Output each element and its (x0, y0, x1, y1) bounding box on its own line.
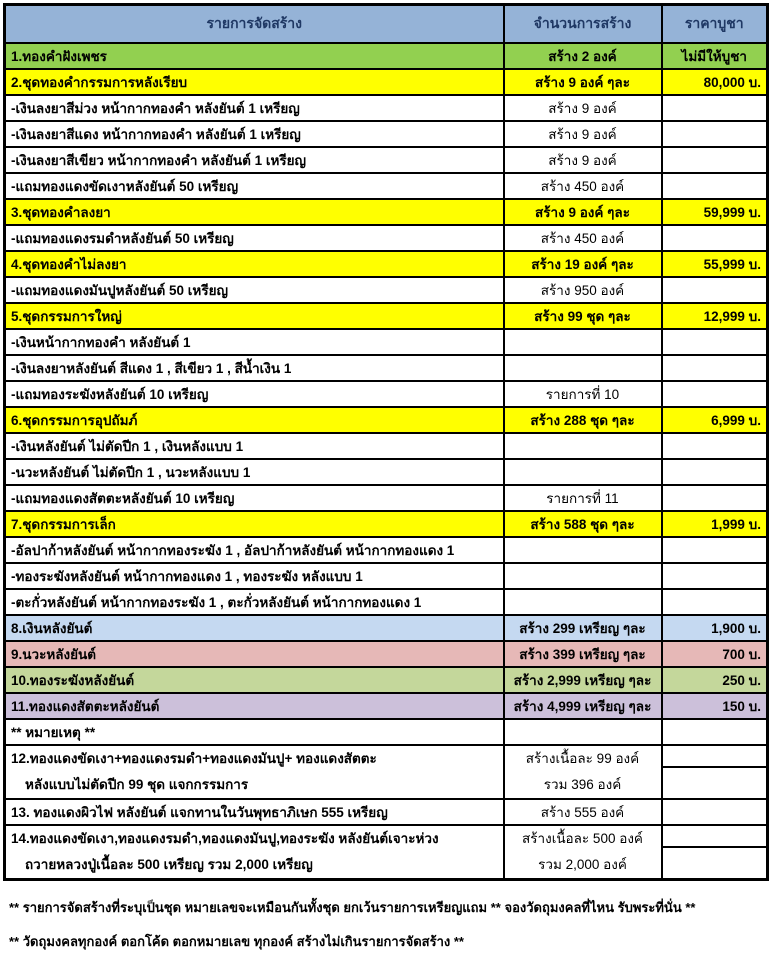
price-cell (662, 433, 768, 459)
item-cell: -แถมทองแดงสัตตะหลังยันต์ 10 เหรียญ (5, 485, 504, 511)
price-cell: ไม่มีให้บูชา (662, 43, 768, 69)
table-row (5, 95, 768, 121)
price-cell (662, 355, 768, 381)
qty-cell: รายการที่ 11 (504, 485, 662, 511)
table-row (5, 433, 768, 459)
item-cell: 8.เงินหลังยันต์ (5, 615, 504, 641)
qty-cell: สร้าง 9 องค์ (504, 147, 662, 173)
item-cell: -เงินลงยาสีเขียว หน้ากากทองคำ หลังยันต์ 1 เหรียญ (5, 147, 504, 173)
table-row (5, 69, 768, 95)
header-price-column: ราคาบูชา (662, 5, 768, 44)
table-row (5, 459, 768, 485)
item-cell: 3.ชุดทองคำลงยา (5, 199, 504, 225)
table-row (5, 589, 768, 615)
footnote-line: ** รายการจัดสร้างที่ระบุเป็นชุด หมายเลขจะเหมือนกันทั้งชุด ยกเว้นรายการเหรียญแถม ** จองวัดถุมงคลที่ไหน รับพระที่นั่น ** (9, 900, 696, 915)
amulet-creation-table (3, 3, 769, 881)
qty-cell (504, 563, 662, 589)
qty-line-2: รวม 396 องค์ (543, 777, 622, 792)
item-cell: 7.ชุดกรรมการเล็ก (5, 511, 504, 537)
header-item-column: รายการจัดสร้าง (5, 5, 504, 44)
item-cell: 9.นวะหลังยันต์ (5, 641, 504, 667)
item-cell: -เงินลงยาสีม่วง หน้ากากทองคำ หลังยันต์ 1 เหรียญ (5, 95, 504, 121)
item-cell (5, 825, 504, 880)
item-line-2: ถวายหลวงปู่เนื้อละ 500 เหรียญ รวม 2,000 เหรียญ (25, 857, 313, 872)
qty-cell: สร้าง 450 องค์ (504, 173, 662, 199)
price-cell (662, 459, 768, 485)
item-line-1: 14.ทองแดงขัดเงา,ทองแดงรมดำ,ทองแดงมันปู,ทองระฆัง หลังยันต์เจาะห่วง (11, 831, 439, 846)
qty-cell: สร้าง 588 ชุด ๆละ (504, 511, 662, 537)
price-cell: 1,900 บ. (662, 615, 768, 641)
price-cell: 59,999 บ. (662, 199, 768, 225)
price-cell (662, 225, 768, 251)
qty-cell (504, 329, 662, 355)
qty-cell: สร้าง 19 องค์ ๆละ (504, 251, 662, 277)
table-row (5, 641, 768, 667)
price-cell: 12,999 บ. (662, 303, 768, 329)
qty-cell (504, 459, 662, 485)
item-cell: -ทองระฆังหลังยันต์ หน้ากากทองแดง 1 , ทองระฆัง หลังแบบ 1 (5, 563, 504, 589)
price-cell (662, 121, 768, 147)
table-row (5, 199, 768, 225)
item-cell: -เงินลงยาสีแดง หน้ากากทองคำ หลังยันต์ 1 เหรียญ (5, 121, 504, 147)
table-row (5, 745, 768, 799)
qty-cell (504, 745, 662, 799)
qty-cell: สร้าง 399 เหรียญ ๆละ (504, 641, 662, 667)
qty-cell: สร้าง 288 ชุด ๆละ (504, 407, 662, 433)
price-cell (662, 147, 768, 173)
qty-cell: สร้าง 950 องค์ (504, 277, 662, 303)
item-cell: -อัลปาก้าหลังยันต์ หน้ากากทองระฆัง 1 , อัลปาก้าหลังยันต์ หน้ากากทองแดง 1 (5, 537, 504, 563)
qty-cell: สร้าง 9 องค์ ๆละ (504, 69, 662, 95)
item-cell: -เงินหลังยันต์ ไม่ตัดปีก 1 , เงินหลังแบบ 1 (5, 433, 504, 459)
qty-cell (504, 589, 662, 615)
item-cell: -แถมทองแดงรมดำหลังยันต์ 50 เหรียญ (5, 225, 504, 251)
table-row (5, 537, 768, 563)
qty-cell: สร้าง 2,999 เหรียญ ๆละ (504, 667, 662, 693)
price-cell (662, 745, 768, 799)
price-cell (662, 799, 768, 825)
qty-cell: สร้าง 2 องค์ (504, 43, 662, 69)
item-cell: -นวะหลังยันต์ ไม่ตัดปีก 1 , นวะหลังแบบ 1 (5, 459, 504, 485)
table-row (5, 355, 768, 381)
price-cell (662, 825, 768, 880)
price-cell (662, 719, 768, 745)
table-row (5, 173, 768, 199)
item-line-1: 12.ทองแดงขัดเงา+ทองแดงรมดำ+ทองแดงมันปู+ ทองแดงสัตตะ (11, 751, 377, 766)
item-cell: 5.ชุดกรรมการใหญ่ (5, 303, 504, 329)
price-cell (662, 485, 768, 511)
qty-cell: สร้าง 9 องค์ (504, 121, 662, 147)
qty-cell: สร้าง 299 เหรียญ ๆละ (504, 615, 662, 641)
table-row (5, 615, 768, 641)
table-body (5, 43, 768, 880)
table-row (5, 667, 768, 693)
qty-cell: สร้าง 9 องค์ (504, 95, 662, 121)
item-cell (5, 745, 504, 799)
table-row (5, 251, 768, 277)
item-cell: -แถมทองแดงขัดเงาหลังยันต์ 50 เหรียญ (5, 173, 504, 199)
price-cell (662, 329, 768, 355)
table-row (5, 799, 768, 825)
item-cell: -เงินหน้ากากทองคำ หลังยันต์ 1 (5, 329, 504, 355)
item-cell: -เงินลงยาหลังยันต์ สีแดง 1 , สีเขียว 1 , สีน้ำเงิน 1 (5, 355, 504, 381)
table-row (5, 43, 768, 69)
qty-line-1: สร้างเนื้อละ 500 องค์ (522, 831, 643, 846)
price-cell (662, 381, 768, 407)
table-row (5, 329, 768, 355)
table-row (5, 225, 768, 251)
qty-cell: สร้าง 555 องค์ (504, 799, 662, 825)
item-line-2: หลังแบบไม่ตัดปีก 99 ชุด แจกกรรมการ (25, 777, 249, 792)
table-row (5, 303, 768, 329)
item-cell: 2.ชุดทองคำกรรมการหลังเรียบ (5, 69, 504, 95)
price-cell (662, 277, 768, 303)
price-cell (662, 173, 768, 199)
footnote-line: ** วัดถุมงคลทุกองค์ ตอกโค้ด ตอกหมายเลข ทุกองค์ สร้างไม่เกินรายการจัดสร้าง ** (9, 934, 464, 949)
qty-cell (504, 825, 662, 880)
qty-cell: รายการที่ 10 (504, 381, 662, 407)
price-cell (662, 95, 768, 121)
item-cell: ** หมายเหตุ ** (5, 719, 504, 745)
qty-cell: สร้าง 4,999 เหรียญ ๆละ (504, 693, 662, 719)
qty-line-2: รวม 2,000 องค์ (538, 857, 627, 872)
qty-cell (504, 433, 662, 459)
price-cell: 1,999 บ. (662, 511, 768, 537)
qty-cell: สร้าง 99 ชุด ๆละ (504, 303, 662, 329)
price-cell: 700 บ. (662, 641, 768, 667)
price-cell (662, 537, 768, 563)
price-cell: 80,000 บ. (662, 69, 768, 95)
item-cell: 1.ทองคำฝังเพชร (5, 43, 504, 69)
item-cell: -แถมทองแดงมันปูหลังยันต์ 50 เหรียญ (5, 277, 504, 303)
qty-cell: สร้าง 9 องค์ ๆละ (504, 199, 662, 225)
item-cell: -ตะกั่วหลังยันต์ หน้ากากทองระฆัง 1 , ตะกั่วหลังยันต์ หน้ากากทองแดง 1 (5, 589, 504, 615)
table-row (5, 825, 768, 880)
header-row (5, 5, 768, 44)
item-cell: 10.ทองระฆังหลังยันต์ (5, 667, 504, 693)
price-cell: 6,999 บ. (662, 407, 768, 433)
header-qty-column: จำนวนการสร้าง (504, 5, 662, 44)
qty-line-1: สร้างเนื้อละ 99 องค์ (525, 751, 640, 766)
price-cell: 150 บ. (662, 693, 768, 719)
table-row (5, 407, 768, 433)
qty-cell (504, 719, 662, 745)
price-cell: 55,999 บ. (662, 251, 768, 277)
table-row (5, 381, 768, 407)
item-cell: 6.ชุดกรรมการอุปถัมภ์ (5, 407, 504, 433)
item-cell: -แถมทองระฆังหลังยันต์ 10 เหรียญ (5, 381, 504, 407)
table-header (5, 5, 768, 44)
table-row (5, 563, 768, 589)
table-row (5, 719, 768, 745)
table-row (5, 147, 768, 173)
table-row (5, 121, 768, 147)
price-cell (662, 589, 768, 615)
item-cell: 11.ทองแดงสัตตะหลังยันต์ (5, 693, 504, 719)
table-row (5, 277, 768, 303)
qty-cell (504, 537, 662, 563)
table-row (5, 485, 768, 511)
qty-cell (504, 355, 662, 381)
table-row (5, 511, 768, 537)
item-cell: 13. ทองแดงผิวไฟ หลังยันต์ แจกทานในวันพุทธาภิเษก 555 เหรียญ (5, 799, 504, 825)
price-cell (662, 563, 768, 589)
qty-cell: สร้าง 450 องค์ (504, 225, 662, 251)
item-cell: 4.ชุดทองคำไม่ลงยา (5, 251, 504, 277)
price-cell: 250 บ. (662, 667, 768, 693)
table-row (5, 693, 768, 719)
